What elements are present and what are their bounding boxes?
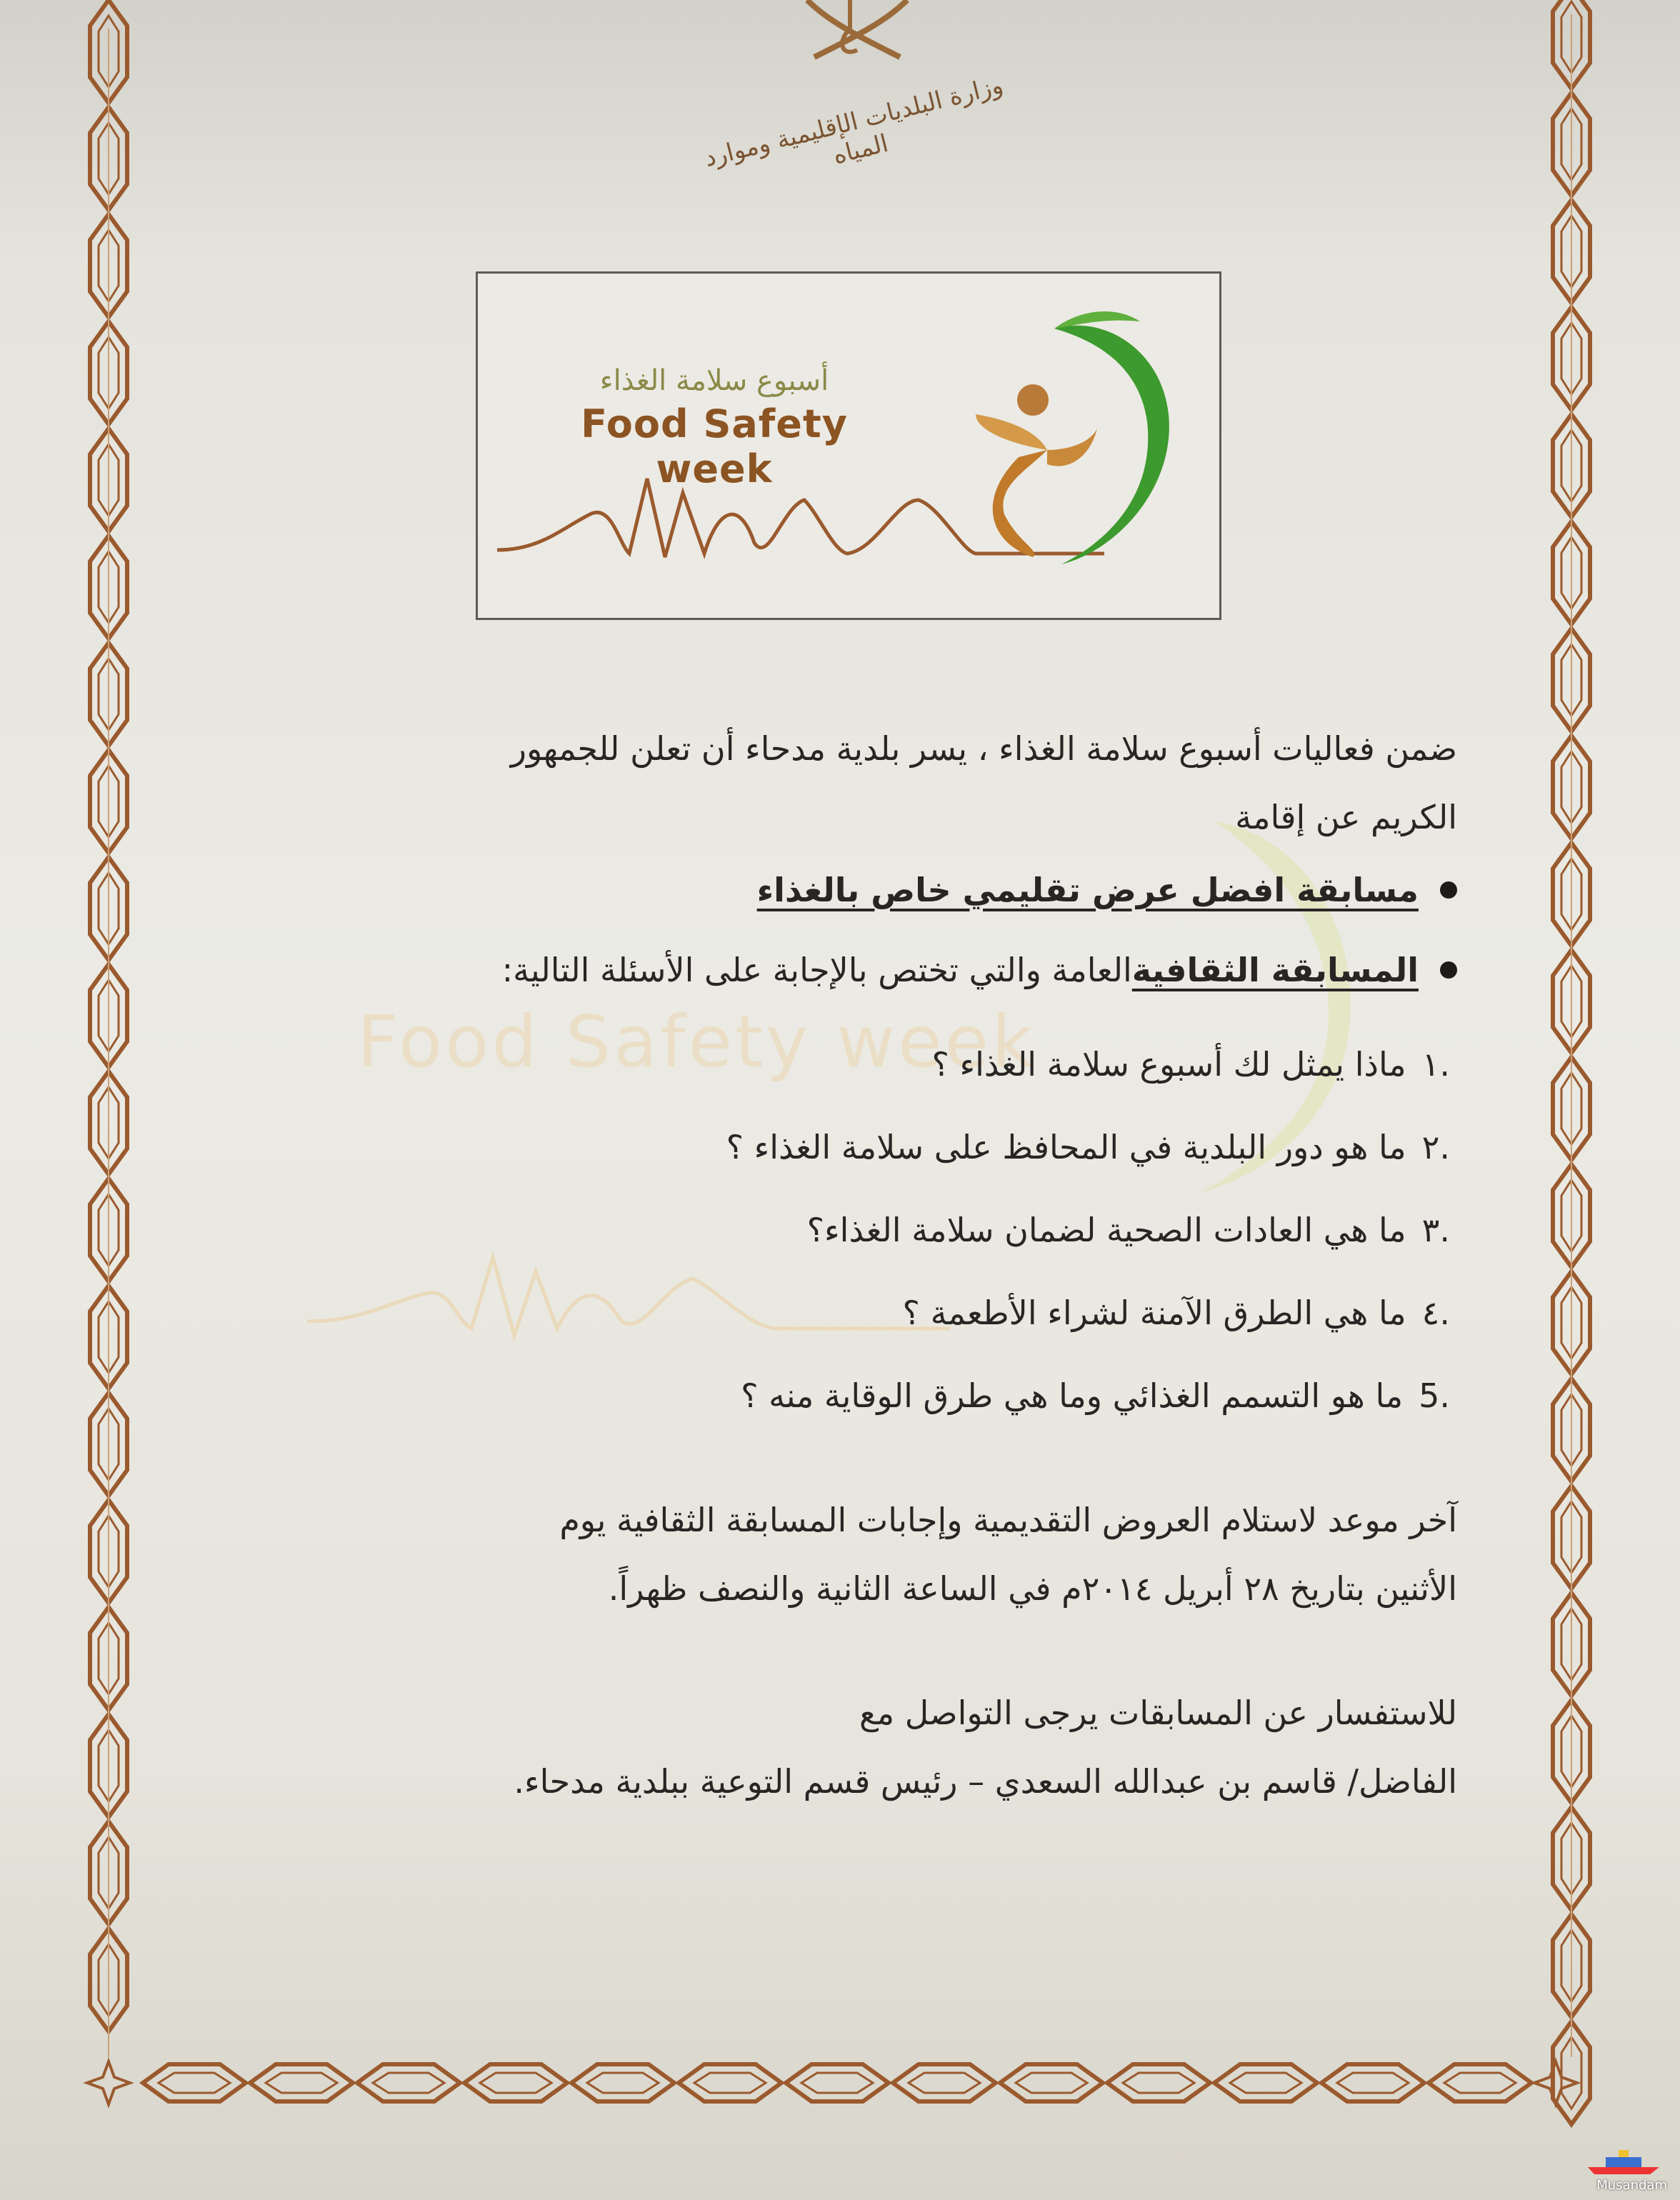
question-item bbox=[379, 1291, 1450, 1334]
bullet-rest-text: العامة والتي تختص بالإجابة على الأسئلة التالية: bbox=[501, 951, 1132, 989]
question-number: .٢ bbox=[1421, 1128, 1450, 1166]
bullet-item bbox=[200, 949, 1457, 991]
border-link bbox=[1321, 2064, 1424, 2101]
ship-logo-icon bbox=[1584, 2147, 1663, 2176]
watermark-text: Food Safety week bbox=[357, 1000, 1036, 1084]
intro-line-1: ضمن فعاليات أسبوع سلامة الغذاء ، يسر بلدية مدحاء أن تعلن للجمهور bbox=[510, 729, 1457, 768]
question-number: .٤ bbox=[1421, 1294, 1450, 1332]
question-item bbox=[379, 1374, 1450, 1417]
border-link bbox=[357, 2064, 460, 2101]
border-link bbox=[143, 2064, 246, 2101]
logo-arabic-title: أسبوع سلامة الغذاء bbox=[599, 364, 829, 397]
question-text: ما هي العادات الصحية لضمان سلامة الغذاء؟ bbox=[806, 1211, 1406, 1249]
question-text: ما هو دور البلدية في المحافظ على سلامة الغذاء ؟ bbox=[726, 1128, 1406, 1166]
site-credit: Musandam bbox=[1596, 2178, 1667, 2193]
bullet-item bbox=[200, 869, 1457, 911]
border-link bbox=[1214, 2064, 1317, 2101]
border-link bbox=[1000, 2064, 1103, 2101]
intro-line-2: الكريم عن إقامة bbox=[1235, 798, 1457, 836]
deadline-line-1: آخر موعد لاستلام العروض التقديمية وإجابات المسابقة الثقافية يوم bbox=[559, 1501, 1457, 1539]
contact-line-1: للاستفسار عن المسابقات يرجى التواصل مع bbox=[859, 1694, 1457, 1732]
question-item bbox=[379, 1126, 1450, 1169]
intro-paragraph bbox=[214, 714, 1457, 851]
question-text: ما هو التسمم الغذائي وما هي طرق الوقاية منه ؟ bbox=[741, 1376, 1404, 1415]
border-link bbox=[464, 2064, 567, 2101]
contact-line-2: الفاضل/ قاسم بن عبدالله السعدي – رئيس قسم التوعية ببلدية مدحاء. bbox=[514, 1762, 1457, 1801]
question-list bbox=[379, 1043, 1450, 1417]
contact-paragraph bbox=[200, 1679, 1457, 1816]
border-link bbox=[893, 2064, 996, 2101]
question-item bbox=[379, 1209, 1450, 1251]
border-link bbox=[1107, 2064, 1210, 2101]
question-number: .١ bbox=[1421, 1045, 1450, 1084]
ministry-name: وزارة البلديات الإقليمية وموارد المياه bbox=[701, 71, 1006, 173]
question-number: .٣ bbox=[1421, 1211, 1450, 1249]
bullet-bold-text: مسابقة افضل عرض تقليمي خاص بالغذاء bbox=[756, 871, 1419, 909]
question-text: ماذا يمثل لك أسبوع سلامة الغذاء ؟ bbox=[931, 1045, 1406, 1084]
deadline-paragraph bbox=[200, 1486, 1457, 1623]
question-text: ما هي الطرق الآمنة لشراء الأطعمة ؟ bbox=[902, 1294, 1406, 1332]
bullet-dot-icon bbox=[1440, 961, 1457, 979]
border-link bbox=[571, 2064, 674, 2101]
bullet-dot-icon bbox=[1440, 881, 1457, 899]
question-number: .5 bbox=[1419, 1376, 1450, 1415]
border-link bbox=[786, 2064, 889, 2101]
border-link bbox=[1429, 2064, 1531, 2101]
border-link bbox=[250, 2064, 353, 2101]
question-item bbox=[379, 1043, 1450, 1086]
border-link bbox=[679, 2064, 781, 2101]
deadline-line-2: الأثنين بتاريخ ٢٨ أبريل ٢٠١٤م في الساعة الثانية والنصف ظهراً. bbox=[608, 1569, 1457, 1608]
bullet-bold-text: المسابقة الثقافية bbox=[1131, 951, 1419, 989]
logo-english-title: Food Safety week bbox=[581, 401, 848, 491]
bullet-list bbox=[200, 869, 1457, 991]
